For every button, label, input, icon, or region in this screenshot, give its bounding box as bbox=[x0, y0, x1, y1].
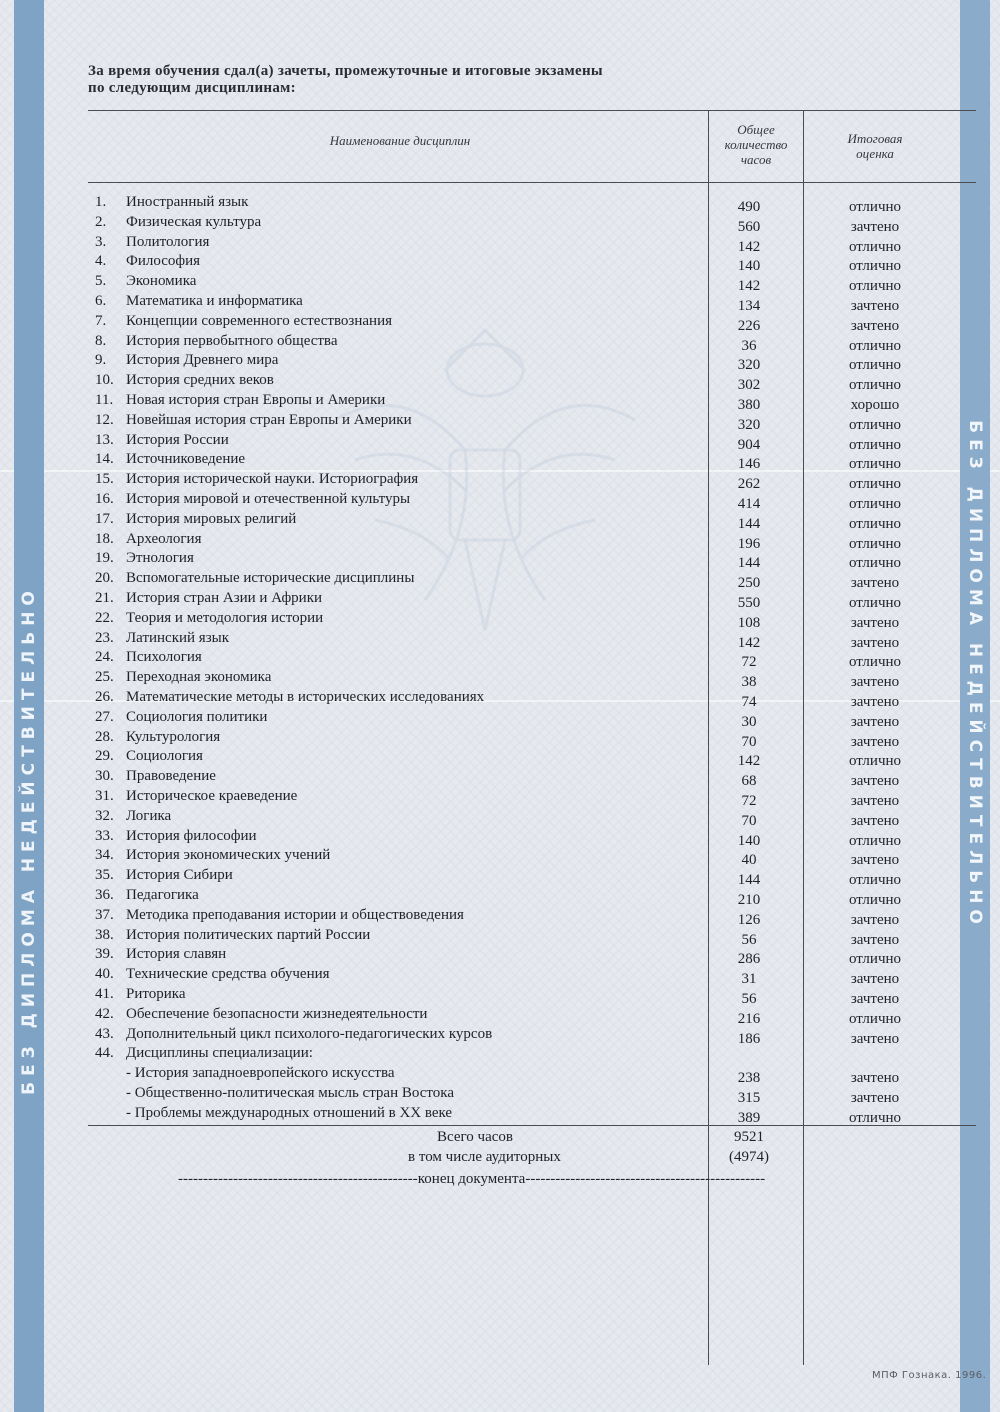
table-row bbox=[0, 392, 1000, 412]
discipline-name: Археология bbox=[126, 530, 202, 547]
hours-value: 36 bbox=[741, 337, 757, 354]
row-number: 33. bbox=[95, 827, 114, 844]
table-row bbox=[0, 214, 1000, 234]
table-row bbox=[0, 273, 1000, 293]
discipline-name: Переходная экономика bbox=[126, 669, 272, 686]
table-row bbox=[0, 570, 1000, 590]
row-number: 8. bbox=[95, 332, 107, 349]
table-row bbox=[0, 986, 1000, 1006]
hours-value: 389 bbox=[737, 1109, 761, 1126]
hours-value: 302 bbox=[737, 377, 761, 394]
discipline-name: Социология bbox=[126, 748, 203, 765]
row-number: 12. bbox=[95, 411, 114, 428]
hours-value: 134 bbox=[737, 298, 761, 314]
hours-value: 238 bbox=[737, 1070, 761, 1087]
grade-value: отлично bbox=[848, 199, 902, 215]
row-number: 37. bbox=[95, 906, 114, 923]
grade-value: отлично bbox=[848, 515, 902, 532]
table-row bbox=[0, 808, 1000, 828]
hours-value: 560 bbox=[737, 218, 761, 235]
hours-value: 140 bbox=[737, 832, 761, 849]
hours-value: 38 bbox=[741, 674, 757, 691]
table-row bbox=[0, 531, 1000, 551]
hours-value: 904 bbox=[737, 436, 761, 453]
total-hours-value: 9521 bbox=[734, 1129, 764, 1145]
hours-value: 380 bbox=[737, 397, 761, 413]
discipline-name: История первобытного общества bbox=[126, 332, 338, 349]
discipline-name: Вспомогательные исторические дисциплины bbox=[126, 570, 415, 587]
discipline-name: Экономика bbox=[126, 273, 197, 290]
grade-value: отлично bbox=[848, 832, 902, 849]
table-row bbox=[0, 887, 1000, 907]
row-number: 1. bbox=[95, 194, 107, 210]
table-row bbox=[0, 867, 1000, 887]
discipline-name: Психология bbox=[126, 649, 202, 666]
intro-line-1: За время обучения сдал(а) зачеты, промежуточные и итоговые экзамены bbox=[88, 63, 603, 79]
discipline-name: История стран Азии и Африки bbox=[126, 590, 323, 606]
row-number: 4. bbox=[95, 253, 107, 270]
discipline-name: Философия bbox=[126, 253, 201, 270]
row-number: 27. bbox=[95, 708, 114, 725]
hours-value: 72 bbox=[741, 793, 757, 809]
row-number: 32. bbox=[95, 807, 114, 824]
table-row bbox=[0, 669, 1000, 689]
table-row bbox=[0, 610, 1000, 630]
table-top-rule bbox=[88, 110, 976, 111]
discipline-name: Логика bbox=[126, 807, 172, 824]
grade-value: отлично bbox=[848, 238, 902, 255]
end-of-document-line: ------------------------------------------------конец документа------------------------------------------------ bbox=[178, 1171, 766, 1187]
discipline-name: История политических партий России bbox=[126, 926, 371, 943]
hours-value: 70 bbox=[741, 812, 757, 829]
discipline-name: Педагогика bbox=[126, 887, 199, 903]
grade-value: зачтено bbox=[850, 931, 900, 948]
grade-value: зачтено bbox=[850, 971, 900, 988]
row-number: 22. bbox=[95, 609, 114, 626]
grade-value: отлично bbox=[848, 416, 902, 433]
row-number: 24. bbox=[95, 649, 114, 666]
hours-value: 490 bbox=[737, 199, 761, 215]
table-row bbox=[0, 313, 1000, 333]
discipline-name: Правоведение bbox=[126, 768, 216, 785]
hours-value: 68 bbox=[741, 773, 757, 790]
hours-value: 414 bbox=[737, 496, 761, 512]
row-number: 2. bbox=[95, 213, 107, 230]
grade-value: зачтено bbox=[850, 1090, 900, 1106]
grade-value: отлично bbox=[848, 377, 902, 394]
grade-value: отлично bbox=[848, 595, 902, 611]
discipline-name: История философии bbox=[126, 827, 257, 844]
row-number: 15. bbox=[95, 471, 114, 488]
printer-imprint: МПФ Гознака. 1996. bbox=[872, 1370, 987, 1381]
row-number: 26. bbox=[95, 689, 114, 705]
discipline-name: Политология bbox=[126, 233, 210, 250]
row-number: 43. bbox=[95, 1025, 114, 1042]
hours-value: 30 bbox=[741, 713, 757, 730]
hours-value: 315 bbox=[737, 1090, 761, 1106]
table-row bbox=[0, 1045, 1000, 1065]
grade-value: зачтено bbox=[850, 1030, 900, 1047]
discipline-name: Теория и методология истории bbox=[126, 609, 324, 626]
row-number: 19. bbox=[95, 550, 114, 567]
grade-value: зачтено bbox=[850, 674, 900, 691]
discipline-name: Латинский язык bbox=[126, 629, 229, 646]
discipline-name: История славян bbox=[126, 946, 227, 963]
row-number: 41. bbox=[95, 986, 114, 1002]
row-number: 23. bbox=[95, 629, 114, 646]
discipline-name: Физическая культура bbox=[126, 213, 262, 230]
grade-value: отлично bbox=[848, 436, 902, 453]
discipline-name: Дополнительный цикл психолого-педагогических курсов bbox=[126, 1025, 493, 1042]
grade-value: зачтено bbox=[850, 812, 900, 829]
grade-value: зачтено bbox=[850, 218, 900, 235]
hours-value: 70 bbox=[741, 733, 757, 750]
table-row bbox=[0, 372, 1000, 392]
row-number: 17. bbox=[95, 510, 114, 527]
table-row bbox=[0, 1105, 1000, 1125]
grade-value: отлично bbox=[848, 872, 902, 889]
discipline-name: Иностранный язык bbox=[126, 194, 249, 210]
row-number: 20. bbox=[95, 570, 114, 587]
discipline-name: История России bbox=[126, 431, 229, 448]
discipline-name: Математика и информатика bbox=[126, 293, 303, 309]
table-row bbox=[0, 828, 1000, 848]
row-number: 13. bbox=[95, 431, 114, 448]
grade-value: зачтено bbox=[850, 1070, 900, 1087]
hours-value: 142 bbox=[737, 278, 761, 295]
table-row bbox=[0, 352, 1000, 372]
grade-value: зачтено bbox=[850, 694, 900, 710]
row-number: 11. bbox=[95, 392, 114, 408]
table-row bbox=[0, 550, 1000, 570]
hours-value: 250 bbox=[737, 575, 761, 592]
grade-value: отлично bbox=[848, 951, 902, 968]
hours-value: 56 bbox=[741, 991, 757, 1007]
intro-text bbox=[88, 63, 688, 97]
discipline-name: - История западноевропейского искусства bbox=[126, 1065, 395, 1082]
table-row bbox=[0, 788, 1000, 808]
header-discipline-name: Наименование дисциплин bbox=[329, 133, 471, 148]
row-number: 36. bbox=[95, 887, 114, 903]
hours-value: 126 bbox=[737, 911, 761, 928]
table-row bbox=[0, 649, 1000, 669]
hours-value: 144 bbox=[737, 872, 761, 889]
row-number: 25. bbox=[95, 669, 114, 686]
table-row bbox=[0, 630, 1000, 650]
grade-value: зачтено bbox=[850, 634, 900, 651]
row-number: 30. bbox=[95, 768, 114, 785]
table-row bbox=[0, 451, 1000, 471]
table-header-rule bbox=[88, 182, 976, 183]
row-number: 5. bbox=[95, 273, 107, 290]
discipline-name: История Сибири bbox=[126, 867, 233, 884]
table-row bbox=[0, 412, 1000, 432]
grade-value: отлично bbox=[848, 456, 902, 473]
grade-value: отлично bbox=[848, 476, 902, 493]
grade-value: хорошо bbox=[850, 397, 900, 413]
row-number: 40. bbox=[95, 966, 114, 983]
hours-value: 142 bbox=[737, 634, 761, 651]
discipline-name: Новая история стран Европы и Америки bbox=[126, 392, 386, 408]
row-number: 39. bbox=[95, 946, 114, 963]
grade-value: зачтено bbox=[850, 852, 900, 869]
row-number: 18. bbox=[95, 530, 114, 547]
grade-value: зачтено bbox=[850, 911, 900, 928]
table-row bbox=[0, 194, 1000, 214]
table-row bbox=[0, 847, 1000, 867]
row-number: 38. bbox=[95, 926, 114, 943]
row-number: 7. bbox=[95, 312, 107, 329]
table-row bbox=[0, 1006, 1000, 1026]
grade-value: зачтено bbox=[850, 713, 900, 730]
header-final-grade: Итоговая оценка bbox=[847, 131, 903, 161]
hours-value: 144 bbox=[737, 555, 761, 572]
table-row bbox=[0, 1085, 1000, 1105]
row-number: 31. bbox=[95, 788, 114, 804]
grade-value: отлично bbox=[848, 753, 902, 770]
grade-value: отлично bbox=[848, 1010, 902, 1027]
discipline-name: Новейшая история стран Европы и Америки bbox=[126, 411, 412, 428]
table-row bbox=[0, 491, 1000, 511]
row-number: 9. bbox=[95, 352, 107, 369]
table-row bbox=[0, 966, 1000, 986]
table-row bbox=[0, 253, 1000, 273]
hours-value: 72 bbox=[741, 654, 757, 671]
grade-value: зачтено bbox=[850, 773, 900, 790]
row-number: 34. bbox=[95, 847, 114, 864]
hours-value: 320 bbox=[737, 357, 761, 374]
hours-value: 146 bbox=[737, 456, 761, 473]
hours-value: 31 bbox=[741, 971, 757, 988]
row-number: 28. bbox=[95, 728, 114, 745]
row-number: 16. bbox=[95, 491, 114, 507]
grade-value: зачтено bbox=[850, 793, 900, 809]
grade-value: зачтено bbox=[850, 298, 900, 314]
table-row bbox=[0, 293, 1000, 313]
discipline-name: История исторической науки. Историография bbox=[126, 471, 419, 488]
table-row bbox=[0, 333, 1000, 353]
discipline-name: Риторика bbox=[126, 986, 186, 1002]
discipline-name: - Проблемы международных отношений в XX веке bbox=[126, 1104, 453, 1121]
table-row bbox=[0, 748, 1000, 768]
hours-value: 550 bbox=[737, 595, 761, 611]
hours-value: 262 bbox=[737, 476, 761, 493]
discipline-name: Методика преподавания истории и обществоведения bbox=[126, 906, 464, 923]
table-row bbox=[0, 729, 1000, 749]
table-row bbox=[0, 1026, 1000, 1046]
discipline-name: Обеспечение безопасности жизнедеятельности bbox=[126, 1005, 428, 1022]
grade-value: отлично bbox=[848, 357, 902, 374]
hours-value: 210 bbox=[737, 892, 761, 908]
table-row bbox=[0, 1065, 1000, 1085]
table-row bbox=[0, 946, 1000, 966]
grade-value: отлично bbox=[848, 535, 902, 552]
row-number: 6. bbox=[95, 293, 107, 309]
row-number: 14. bbox=[95, 451, 114, 468]
grade-value: отлично bbox=[848, 555, 902, 572]
table-row bbox=[0, 709, 1000, 729]
discipline-name: История мировой и отечественной культуры bbox=[126, 491, 411, 507]
table-row bbox=[0, 432, 1000, 452]
hours-value: 40 bbox=[741, 852, 757, 869]
row-number: 35. bbox=[95, 867, 114, 884]
hours-value: 108 bbox=[737, 614, 761, 631]
grade-value: отлично bbox=[848, 337, 902, 354]
discipline-name: Источниковедение bbox=[126, 451, 246, 468]
grade-value: отлично bbox=[848, 278, 902, 295]
right-band-text: БЕЗ ДИПЛОМА НЕДЕЙСТВИТЕЛЬНО bbox=[965, 420, 985, 930]
discipline-name: История мировых религий bbox=[126, 510, 297, 527]
grade-value: отлично bbox=[848, 654, 902, 671]
classroom-hours-label: в том числе аудиторных bbox=[408, 1149, 561, 1165]
intro-line-2: по следующим дисциплинам: bbox=[88, 80, 296, 96]
hours-value: 216 bbox=[737, 1010, 761, 1027]
discipline-name: Концепции современного естествознания bbox=[126, 312, 392, 329]
hours-value: 196 bbox=[737, 535, 761, 552]
left-band-text: БЕЗ ДИПЛОМА НЕДЕЙСТВИТЕЛЬНО bbox=[19, 585, 39, 1095]
hours-value: 286 bbox=[737, 951, 761, 968]
discipline-name: Историческое краеведение bbox=[126, 788, 298, 804]
row-number: 3. bbox=[95, 233, 107, 250]
grade-value: зачтено bbox=[850, 733, 900, 750]
hours-value: 142 bbox=[737, 753, 761, 770]
row-number: 44. bbox=[95, 1045, 114, 1062]
row-number: 42. bbox=[95, 1005, 114, 1022]
total-hours-label: Всего часов bbox=[437, 1129, 513, 1145]
hours-value: 140 bbox=[737, 258, 761, 275]
grade-value: зачтено bbox=[850, 575, 900, 592]
grade-value: зачтено bbox=[850, 614, 900, 631]
grade-value: отлично bbox=[848, 892, 902, 908]
table-row bbox=[0, 590, 1000, 610]
classroom-hours-value: (4974) bbox=[729, 1149, 769, 1165]
row-number: 10. bbox=[95, 372, 114, 389]
hours-value: 74 bbox=[741, 694, 757, 710]
discipline-name: Дисциплины специализации: bbox=[126, 1045, 313, 1062]
row-number: 21. bbox=[95, 590, 114, 606]
table-row bbox=[0, 689, 1000, 709]
table-row bbox=[0, 927, 1000, 947]
discipline-name: Технические средства обучения bbox=[126, 966, 330, 983]
hours-value: 142 bbox=[737, 238, 761, 255]
discipline-name: Культурология bbox=[126, 728, 221, 745]
discipline-name: Этнология bbox=[126, 550, 194, 567]
grade-value: отлично bbox=[848, 1109, 902, 1126]
hours-value: 226 bbox=[737, 317, 761, 334]
table-row bbox=[0, 907, 1000, 927]
grade-value: отлично bbox=[848, 258, 902, 275]
table-row bbox=[0, 511, 1000, 531]
discipline-name: История Древнего мира bbox=[126, 352, 279, 369]
row-number: 29. bbox=[95, 748, 114, 765]
hours-value: 144 bbox=[737, 515, 761, 532]
grade-value: отлично bbox=[848, 496, 902, 512]
table-row bbox=[0, 471, 1000, 491]
hours-value: 320 bbox=[737, 416, 761, 433]
grade-value: зачтено bbox=[850, 991, 900, 1007]
header-total-hours: Общее количество часов bbox=[724, 122, 788, 167]
discipline-name: История средних веков bbox=[126, 372, 274, 389]
table-row bbox=[0, 768, 1000, 788]
hours-value: 56 bbox=[741, 931, 757, 948]
grade-value: зачтено bbox=[850, 317, 900, 334]
discipline-name: - Общественно-политическая мысль стран Востока bbox=[126, 1085, 454, 1101]
discipline-name: Социология политики bbox=[126, 708, 268, 725]
table-row bbox=[0, 234, 1000, 254]
discipline-name: История экономических учений bbox=[126, 847, 331, 864]
discipline-name: Математические методы в исторических исследованиях bbox=[126, 689, 485, 705]
hours-value: 186 bbox=[737, 1030, 761, 1047]
